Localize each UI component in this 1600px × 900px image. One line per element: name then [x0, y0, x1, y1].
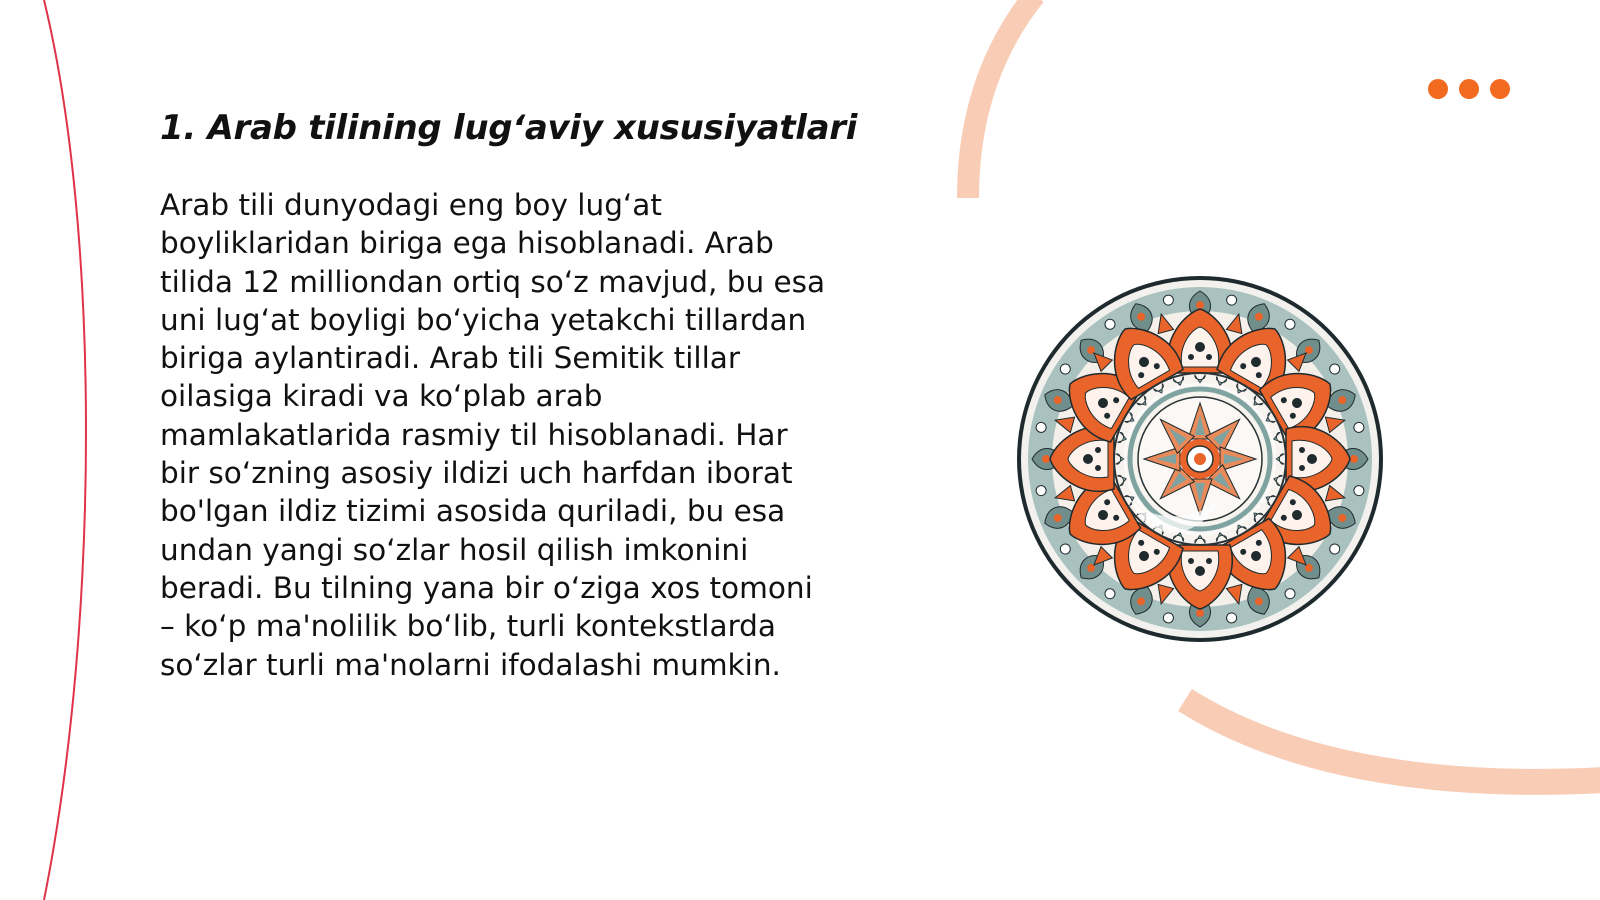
plate-center-dot — [1194, 453, 1206, 465]
slide-title: 1. Arab tilining lug‘aviy xususiyatlari — [160, 108, 858, 148]
dot — [1490, 79, 1510, 99]
petal-dot — [1195, 342, 1205, 352]
bottom-arc — [1185, 700, 1600, 782]
petal-dot — [1083, 454, 1093, 464]
ornamental-plate-image — [1015, 274, 1385, 644]
petal-dot — [1095, 447, 1101, 453]
petal-dot — [1299, 447, 1305, 453]
petal-dot — [1188, 354, 1194, 360]
left-curve-line — [44, 0, 86, 900]
outer-dot — [1196, 301, 1204, 309]
petal-dot — [1299, 465, 1305, 471]
outer-dot — [1196, 609, 1204, 617]
dot — [1459, 79, 1479, 99]
petal-dot — [1095, 465, 1101, 471]
petal-dot — [1206, 354, 1212, 360]
plate-svg — [1015, 274, 1385, 644]
outer-dot — [1350, 455, 1358, 463]
more-dots-icon — [1428, 79, 1510, 99]
petal-dot — [1307, 454, 1317, 464]
top-arc — [968, 0, 1035, 198]
outer-dot — [1042, 455, 1050, 463]
petal-dot — [1195, 566, 1205, 576]
dot — [1428, 79, 1448, 99]
petal-dot — [1206, 558, 1212, 564]
slide-body-text: Arab tili dunyodagi eng boy lug‘at boyliklaridan biriga ega hisoblanadi. Arab tilida 12 milliondan ortiq so‘z mavjud, bu esa uni lug‘at boyligi bo‘yicha yetakchi tillardan biriga aylantiradi. Arab tili Semitik tillar oilasiga kiradi va ko‘plab arab mamlakatlarida rasmiy til hisoblanadi. Har bir so‘zning asosiy ildizi uch harfdan iborat bo'lgan ildiz tizimi asosida quriladi, bu esa undan yangi so‘zlar hosil qilish imkonini beradi. Bu tilning yana bir o‘ziga xos tomoni – ko‘p ma'nolilik bo‘lib, turli kontekstlarda so‘zlar turli ma'nolarni ifodalashi mumkin. — [160, 188, 826, 682]
petal-dot — [1188, 558, 1194, 564]
